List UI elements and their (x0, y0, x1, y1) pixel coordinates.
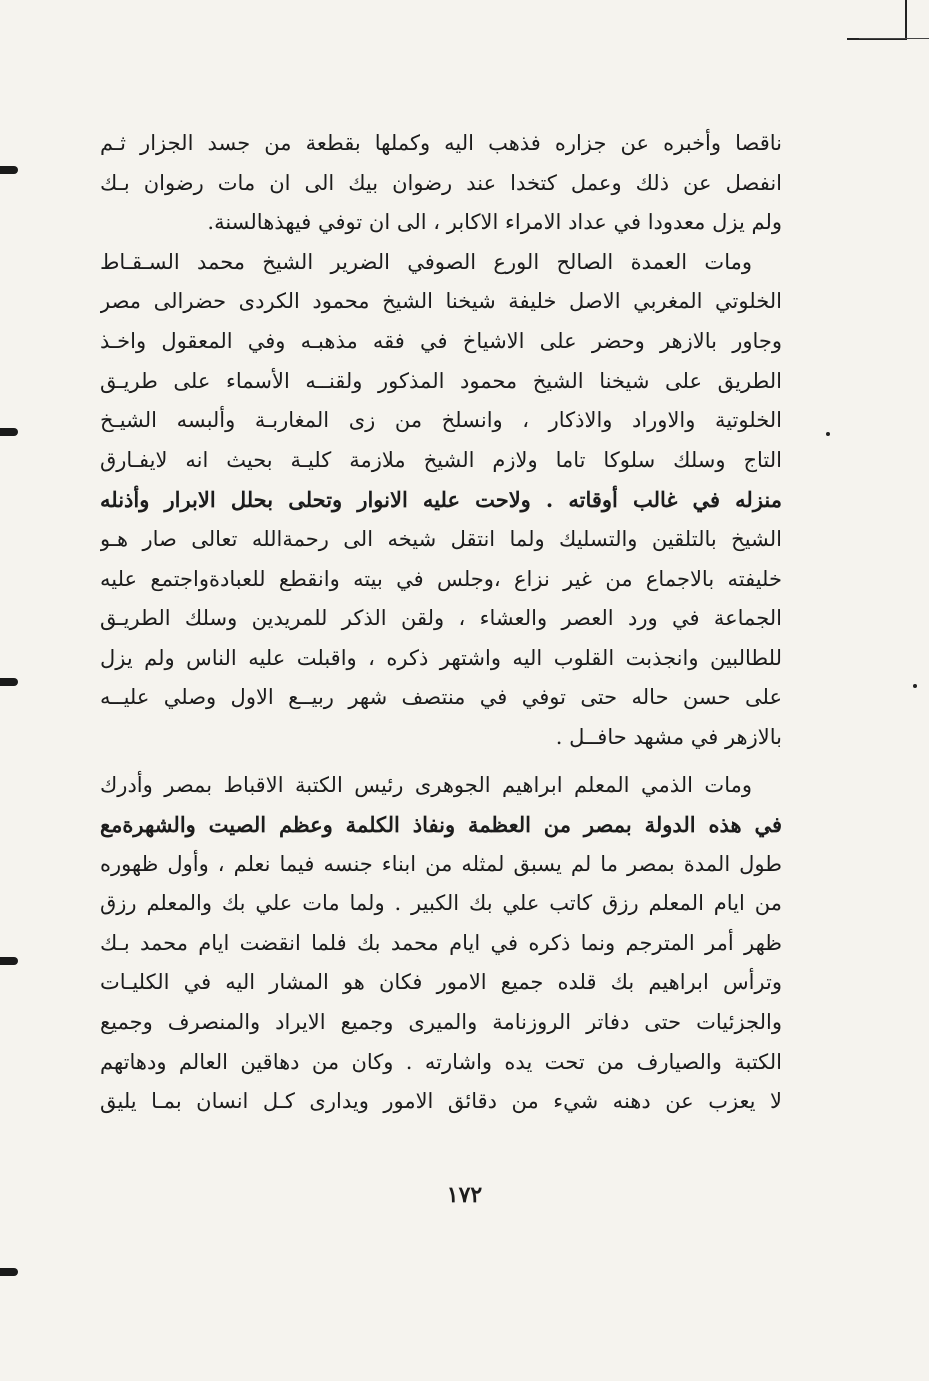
text-line: التاج وسلك سلوكا تاما ولازم الشيخ ملازمة كليـة بحيث انه لايفـارق (100, 447, 782, 472)
text-line: وترأس ابراهيم بك قلده جميع الامور فكان هو المشار اليه في الكليـات (100, 970, 782, 995)
text-line: ظهر أمر المترجم ونما ذكره في ايام محمد بك فلما انقضت ايام محمد بـك (100, 930, 782, 955)
corner-fold-mark (847, 0, 907, 40)
text-line: ومات العمدة الصالح الورع الصوفي الضرير الشيخ محمد السـقـاط (100, 249, 752, 274)
ink-dot (913, 684, 917, 688)
text-line: على حسن حاله حتى توفي في منتصف شهر ربيــع الاول وصلي عليــه (100, 685, 782, 710)
text-line: لا يعزب عن دهنه شيء من دقائق الامور ويدارى كـل انسان بمـا يليق (100, 1089, 782, 1114)
text-line: من ايام المعلم رزق كاتب علي بك الكبير . ولما مات علي بك والمعلم رزق (100, 891, 782, 916)
text-line: للطالبين وانجذبت القلوب اليه واشتهر ذكره ، واقبلت عليه الناس ولم يزل (100, 645, 782, 670)
text-line: الطريق على شيخنا الشيخ محمود المذكور ولقنــه الأسماء على طريـق (100, 368, 782, 393)
body-text (100, 124, 782, 1122)
text-line: منزله في غالب أوقاته . ولاحت عليه الانوار وتحلى بحلل الابرار وأذنله (100, 487, 782, 513)
text-line: في هذه الدولة بمصر من العظمة ونفاذ الكلمة وعظم الصيت والشهرةمع (100, 812, 782, 838)
text-line: الجماعة في ورد العصر والعشاء ، ولقن الذكر للمريدين وسلك الطريـق (100, 606, 782, 631)
text-line: الخلوتي المغربي الاصل خليفة شيخنا الشيخ محمود الكردى حضرالى مصر (100, 289, 782, 314)
ink-dot (826, 432, 830, 436)
text-line: بالازهر في مشهد حافــل . (555, 724, 782, 749)
corner-rule-line (859, 38, 929, 39)
text-line: ومات الذمي المعلم ابراهيم الجوهرى رئيس الكتبة الاقباط بمصر وأدرك (100, 772, 752, 797)
text-line: انفصل عن ذلك وعمل كتخدا عند رضوان بيك الى ان مات رضوان بـك (100, 170, 782, 195)
text-line: طول المدة بمصر ما لم يسبق لمثله من ابناء جنسه فيما نعلم ، وأول ظهوره (100, 851, 782, 876)
binding-mark (0, 957, 18, 965)
text-line: وجاور بالازهر وحضر على الاشياخ في فقه مذهبـه وفي المعقول واخـذ (100, 328, 782, 353)
binding-mark (0, 166, 18, 174)
binding-mark (0, 678, 18, 686)
binding-mark (0, 1268, 18, 1276)
binding-mark (0, 428, 18, 436)
text-line: الخلوتية والاوراد والاذكار ، وانسلخ من زى المغاربـة وألبسه الشيـخ (100, 408, 782, 433)
text-line: ناقصا وأخبره عن جزاره فذهب اليه وكملها بقطعة من جسد الجزار ثـم (100, 131, 782, 155)
text-line: الكتبة والصيارف من تحت يده واشارته . وكان من دهاقين العالم ودهاتهم (100, 1049, 782, 1074)
text-line: خليفته بالاجماع من غير نزاع ،وجلس في بيته وانقطع للعبادةواجتمع عليه (100, 566, 782, 591)
text-line: الشيخ بالتلقين والتسليك ولما انتقل شيخه الى رحمةالله تعالى صار هـو (100, 526, 782, 551)
text-line: ولم يزل معدودا في عداد الامراء الاكابر ، الى ان توفي فيهذهالسنة. (207, 210, 782, 235)
page-number: ١٧٢ (446, 1182, 483, 1208)
text-line: والجزئيات حتى دفاتر الروزنامة والميرى وجميع الايراد والمنصرف وجميع (100, 1010, 782, 1035)
